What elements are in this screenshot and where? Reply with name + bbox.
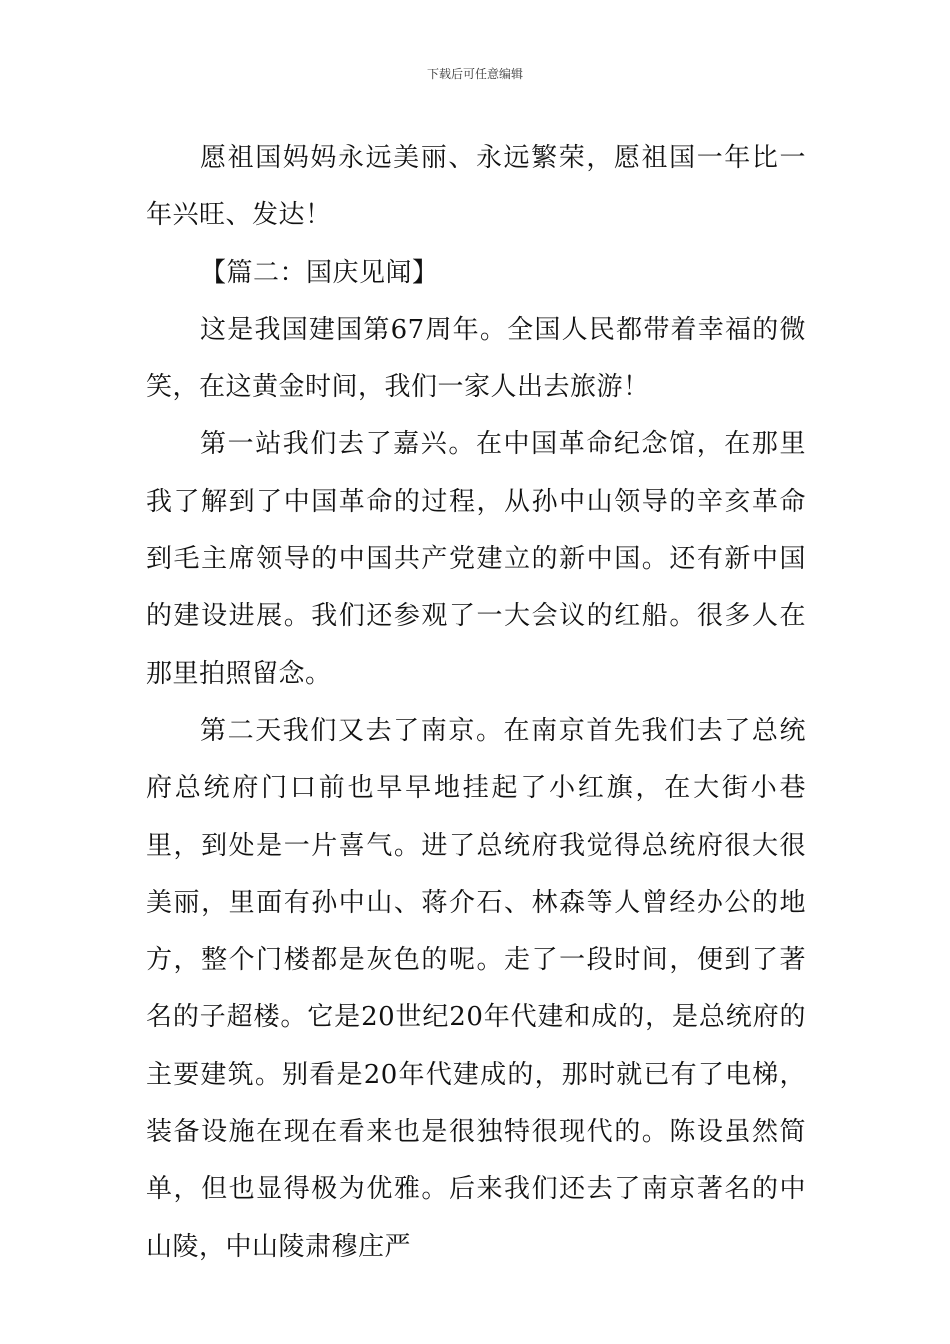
paragraph-intro: 这是我国建国第67周年。全国人民都带着幸福的微笑，在这黄金时间，我们一家人出去旅游！ [146,314,806,403]
document-body [146,130,806,1276]
paragraph-wish: 愿祖国妈妈永远美丽、永远繁荣，愿祖国一年比一年兴旺、发达！ [146,143,806,231]
page-header: 下载后可任意编辑 [426,67,523,81]
paragraph-nanjing: 第二天我们又去了南京。在南京首先我们去了总统府总统府门口前也早早地挂起了小红旗，在大街小巷里，到处是一片喜气。进了总统府我觉得总统府很大很美丽，里面有孙中山、蒋介石、林森等人曾经办公的地方，整个门楼都是灰色的呢。走了一段时间，便到了著名的子超楼。它是20世纪20年代建和成的，是总统府的主要建筑。别看是20年代建成的，那时就已有了电梯，装备设施在现在看来也是很独特很现代的。陈设虽然简单，但也显得极为优雅。后来我们还去了南京著名的中山陵，中山陵肃穆庄严 [146,715,806,1262]
paragraph-jiaxing: 第一站我们去了嘉兴。在中国革命纪念馆，在那里我了解到了中国革命的过程，从孙中山领导的辛亥革命到毛主席领导的中国共产党建立的新中国。还有新中国的建设进展。我们还参观了一大会议的红船。很多人在那里拍照留念。 [146,429,806,689]
section-heading: 【篇二：国庆见闻】 [200,257,439,288]
